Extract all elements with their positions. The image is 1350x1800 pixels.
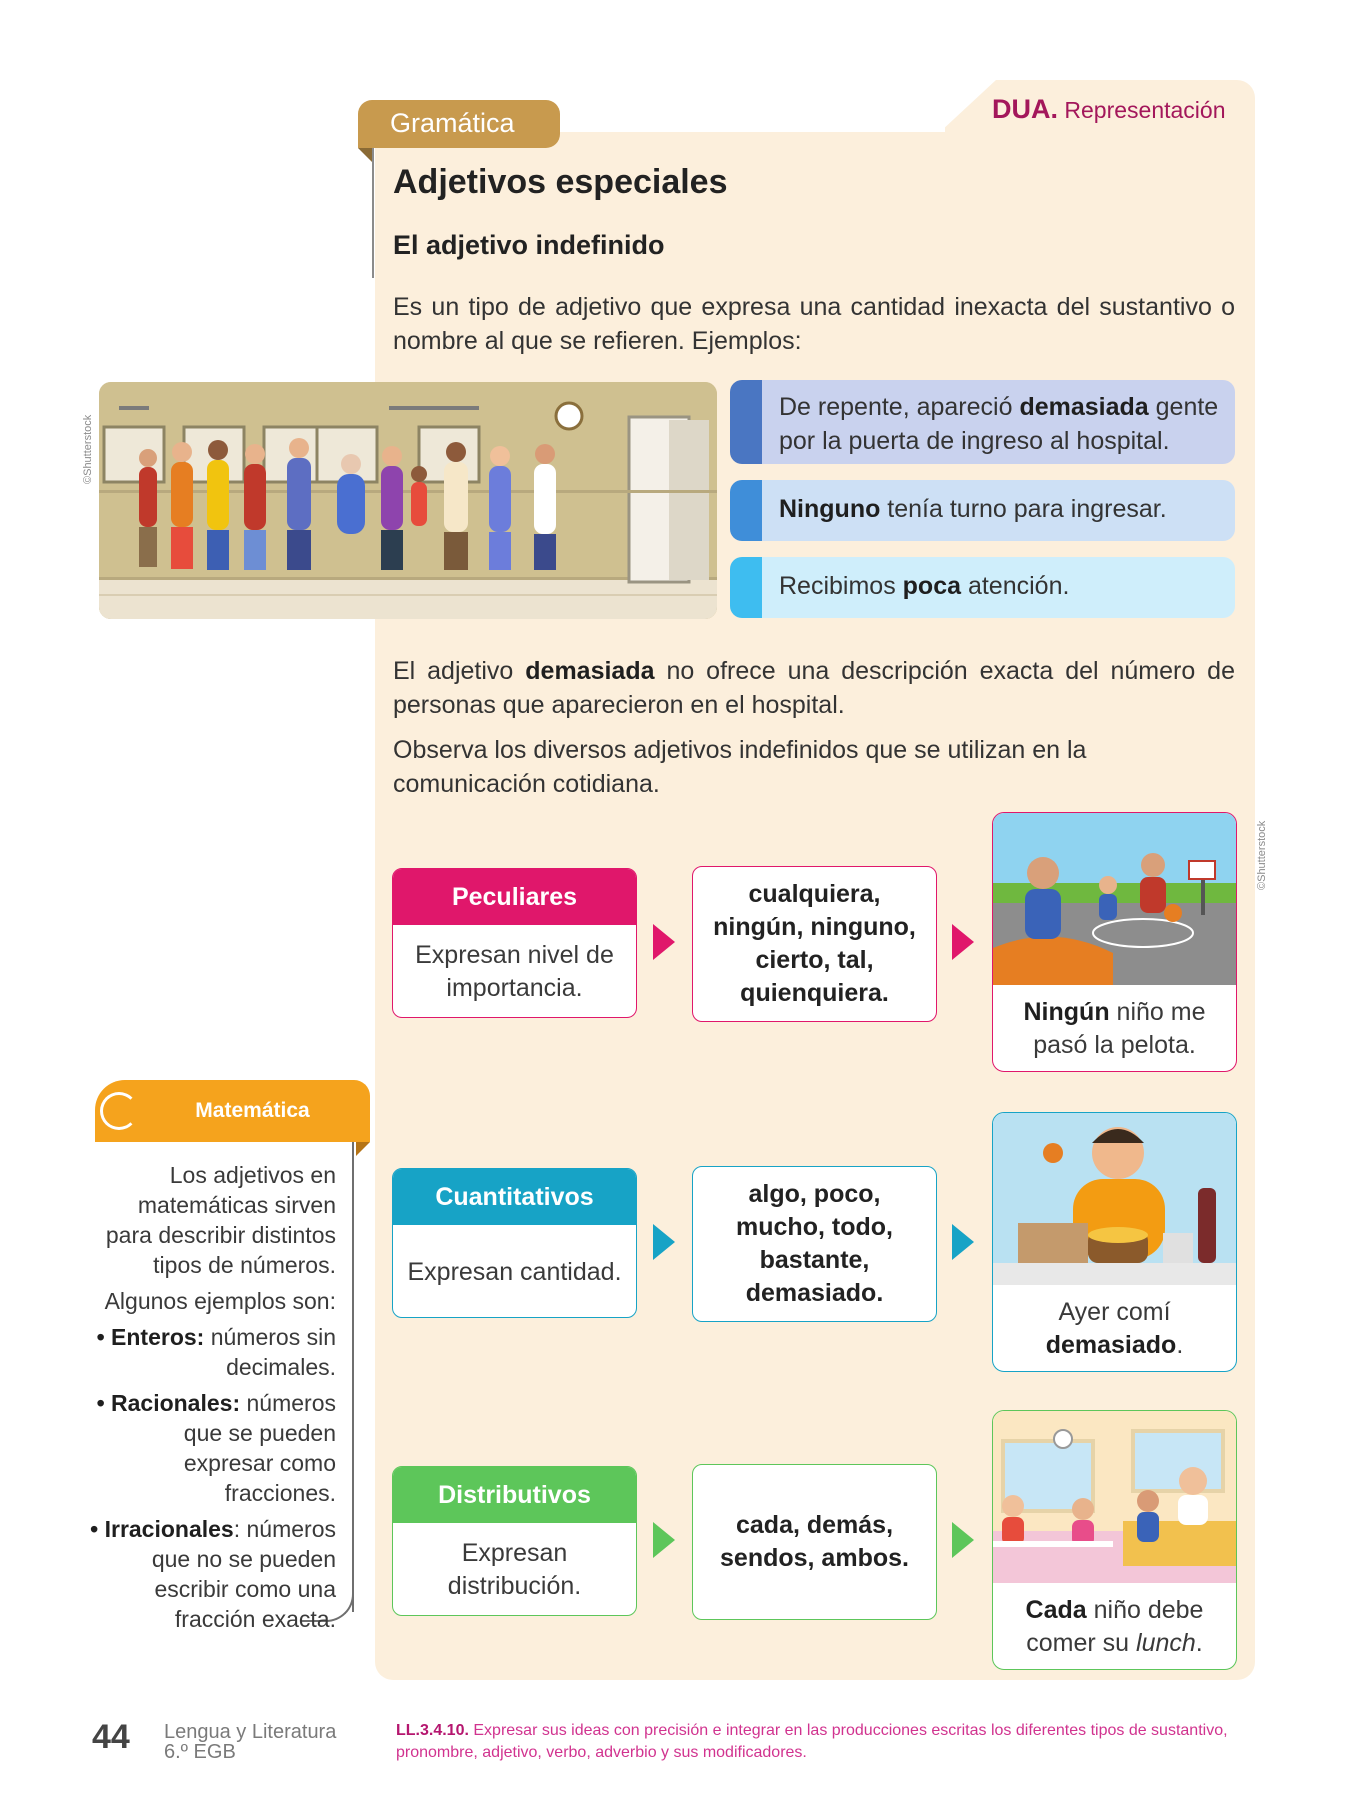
arrow-right-icon <box>653 924 675 960</box>
category-cuantitativos <box>392 1168 637 1318</box>
arrow-right-icon <box>952 924 974 960</box>
example-box-1 <box>730 380 1235 464</box>
arrow-right-icon <box>952 1522 974 1558</box>
example-color-bar <box>730 380 762 464</box>
example-color-bar <box>730 557 762 618</box>
category-words: cada, demás, sendos, ambos. <box>692 1464 937 1620</box>
sentence-card-3 <box>992 1410 1237 1670</box>
category-peculiares <box>392 868 637 1018</box>
curriculum-standard: LL.3.4.10. Expresar sus ideas con precisión e integrar en las producciones escritas los diferentes tipos de sustantivo, pronombre, adjetivo, verbo, adverbio y sus modificadores. <box>396 1722 1228 1761</box>
sentence-caption: Ayer comí demasiado. <box>1045 1298 1184 1359</box>
arrow-right-icon <box>653 1224 675 1260</box>
category-words: algo, poco, mucho, todo, bastante, demasiado. <box>692 1166 937 1322</box>
dua-label: DUA. Representación <box>992 94 1226 124</box>
hospital-scene <box>99 382 717 619</box>
tab-line <box>372 148 374 278</box>
category-name: Distributivos <box>393 1467 636 1523</box>
math-tab: Matemática <box>95 1080 370 1142</box>
example-box-2 <box>730 480 1235 541</box>
book-subject: Lengua y Literatura <box>164 1721 337 1743</box>
math-body <box>88 1160 336 1640</box>
page-title: Adjetivos especiales <box>393 163 728 201</box>
panel-diagonal <box>940 80 996 132</box>
image-credit: ©Shutterstock <box>1256 820 1268 890</box>
category-distributivos <box>392 1466 637 1616</box>
example-box-3 <box>730 557 1235 618</box>
book-grade: 6.º EGB <box>164 1741 236 1763</box>
eating-illustration <box>993 1113 1237 1285</box>
category-name: Peculiares <box>393 869 636 925</box>
example-color-bar <box>730 480 762 541</box>
intro-paragraph: Es un tipo de adjetivo que expresa una cantidad inexacta del sustantivo o nombre al que se refieren. Ejemplos: <box>393 293 1235 355</box>
math-item: • Racionales: números que se pueden expresar como fracciones. <box>96 1390 336 1506</box>
category-words: cualquiera, ningún, ninguno, cierto, tal, quienquiera. <box>692 866 937 1022</box>
sentence-caption: Ningún niño me pasó la pelota. <box>1023 998 1206 1059</box>
math-intro: Los adjetivos en matemáticas sirven para describir distintos tipos de números. <box>105 1162 336 1278</box>
math-tab-fold <box>356 1142 370 1156</box>
math-item: • Enteros: números sin decimales. <box>96 1324 336 1380</box>
category-description: Expresan distribución. <box>447 1539 582 1600</box>
math-examples-label: Algunos ejemplos son: <box>104 1288 336 1314</box>
category-description: Expresan nivel de importancia. <box>415 941 614 1002</box>
hospital-illustration <box>99 382 717 619</box>
basketball-illustration <box>993 813 1237 985</box>
section-subtitle: El adjetivo indefinido <box>393 230 665 260</box>
sentence-card-2 <box>992 1112 1237 1372</box>
sentence-card-1 <box>992 812 1237 1072</box>
math-item: • Irracionales: números que no se pueden escribir como una fracción exacta. <box>90 1516 336 1632</box>
category-name: Cuantitativos <box>393 1169 636 1225</box>
math-border-line <box>352 1142 354 1612</box>
tab-fold <box>358 148 372 162</box>
sentence-caption: Cada niño debe comer su lunch. <box>1025 1596 1204 1657</box>
book-info <box>164 1722 336 1762</box>
example-text: De repente, apareció demasiada gente por la puerta de ingreso al hospital. <box>762 380 1235 464</box>
math-c-icon <box>100 1092 138 1130</box>
page-number: 44 <box>92 1718 130 1756</box>
arrow-right-icon <box>653 1522 675 1558</box>
image-credit: ©Shutterstock <box>82 414 94 484</box>
example-text: Ninguno tenía turno para ingresar. <box>762 480 1235 541</box>
cafeteria-illustration <box>993 1411 1237 1583</box>
section-tab-gramatica: Gramática <box>358 100 560 148</box>
example-text: Recibimos poca atención. <box>762 557 1235 618</box>
category-description: Expresan cantidad. <box>407 1257 622 1286</box>
explanation-paragraph: El adjetivo demasiada no ofrece una descripción exacta del número de personas que aparecieron en el hospital. <box>393 657 1235 719</box>
arrow-right-icon <box>952 1224 974 1260</box>
observe-paragraph: Observa los diversos adjetivos indefinidos que se utilizan en la comunicación cotidiana. <box>393 736 1087 798</box>
